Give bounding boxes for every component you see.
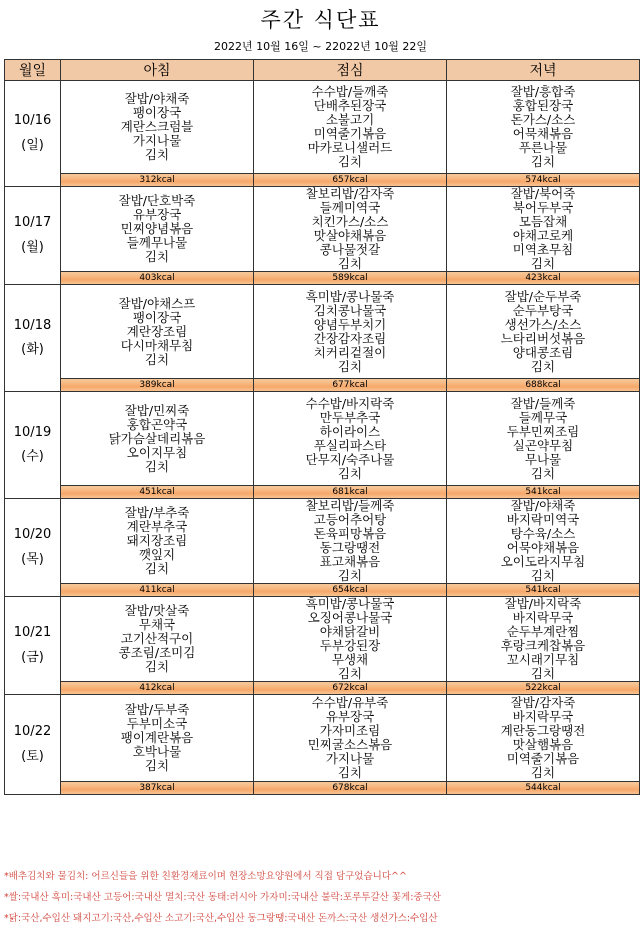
menu-item: 들께무국	[518, 409, 568, 425]
menu-item: 잘밥/들께죽	[510, 395, 576, 411]
dinner-menu	[447, 392, 640, 486]
menu-item: 하이라이스	[319, 423, 381, 439]
menu-item: 김치	[144, 561, 170, 576]
dinner-menu	[447, 285, 640, 379]
menu-item: 실곤약무침	[512, 437, 574, 453]
lunch-menu	[254, 285, 447, 379]
menu-item: 단배추된장국	[313, 98, 387, 113]
menu-item: 푸실리파스타	[313, 437, 387, 453]
menu-item: 꼬시래기무침	[506, 652, 580, 667]
breakfast-kcal: 412kcal	[61, 682, 254, 695]
menu-item: 잘밥/야채죽	[124, 91, 190, 106]
menu-item: 고등어추어탕	[313, 512, 387, 527]
menu-item: 치커리겉절이	[313, 344, 387, 360]
header-dinner: 저녁	[447, 60, 640, 81]
menu-item: 탕수육/소스	[510, 526, 576, 541]
day-weekday: (월)	[21, 239, 44, 255]
menu-item: 김치	[530, 666, 556, 681]
breakfast-menu	[61, 597, 254, 682]
menu-item: 콩나물젓갈	[319, 242, 381, 257]
menu-item: 김치	[337, 765, 363, 780]
dinner-kcal: 423kcal	[447, 272, 640, 285]
day-cell	[5, 392, 61, 499]
day-row	[5, 695, 640, 782]
menu-item: 오징어콩나물국	[307, 610, 393, 625]
menu-item: 김치콩나물국	[313, 302, 387, 318]
day-cell	[5, 499, 61, 597]
menu-item: 다시마채무침	[120, 337, 194, 353]
menu-item: 잘밥/감자죽	[510, 695, 576, 710]
menu-item: 계란동그랑땡전	[500, 723, 586, 738]
header-lunch: 점심	[254, 60, 447, 81]
menu-item: 유부장국	[325, 709, 375, 724]
menu-item: 간장감자조림	[313, 330, 387, 346]
day-row	[5, 392, 640, 486]
breakfast-kcal: 387kcal	[61, 782, 254, 795]
breakfast-menu	[61, 187, 254, 272]
breakfast-kcal: 451kcal	[61, 486, 254, 499]
menu-item: 동그랑땡전	[319, 540, 381, 555]
menu-item: 콩조림/조미김	[118, 645, 196, 660]
day-weekday: (목)	[21, 551, 44, 567]
notes	[4, 866, 636, 929]
day-weekday: (수)	[21, 449, 44, 464]
header-breakfast: 아침	[61, 60, 254, 81]
menu-item: 잘밥/맛살죽	[124, 603, 190, 618]
menu-item: 김치	[530, 358, 556, 374]
menu-item: 민찌굴소스볶음	[307, 737, 393, 752]
note-line: *닭:국산,수입산 돼지고기:국산,수입산 소고기:국산,수입산 동그랑땡:국내산 돈까스:국산 생선가스:수입산	[4, 913, 438, 924]
menu-item: 오이지무침	[126, 444, 188, 460]
menu-item: 계란장조림	[126, 323, 188, 339]
page-title: 주간 식단표	[260, 8, 381, 32]
day-date: 10/16	[13, 113, 52, 129]
menu-item: 흑미밥/콩나물죽	[305, 288, 395, 304]
day-row	[5, 597, 640, 682]
menu-item: 어묵채볶음	[512, 126, 574, 141]
day-date: 10/17	[13, 215, 52, 231]
day-row	[5, 285, 640, 379]
menu-item: 민찌양념볶음	[120, 221, 194, 236]
menu-item: 모듬잡채	[518, 214, 568, 229]
menu-item: 김치	[144, 249, 170, 264]
menu-item: 김치	[530, 256, 556, 271]
menu-item: 느타리버섯볶음	[500, 330, 586, 346]
menu-item: 깻잎지	[138, 547, 176, 562]
breakfast-kcal: 411kcal	[61, 584, 254, 597]
menu-item: 만두부추국	[319, 409, 381, 425]
breakfast-menu	[61, 499, 254, 584]
menu-item: 김치	[337, 465, 363, 481]
menu-item: 김치	[337, 154, 363, 169]
menu-item: 잘밥/야채스프	[118, 295, 196, 311]
day-date: 10/22	[13, 724, 52, 740]
menu-item: 두부미소국	[126, 716, 188, 731]
menu-item: 김치	[530, 568, 556, 583]
header-row	[5, 60, 640, 81]
day-date: 10/18	[13, 317, 52, 333]
menu-item: 마카로니샐러드	[307, 140, 393, 155]
menu-item: 호박나물	[132, 744, 182, 759]
day-date: 10/20	[13, 527, 52, 543]
menu-item: 들께미역국	[319, 200, 381, 215]
lunch-menu	[254, 187, 447, 272]
menu-item: 잘밥/북어죽	[510, 186, 576, 201]
day-weekday: (토)	[21, 748, 44, 764]
menu-item: 바지락무국	[512, 709, 574, 724]
menu-item: 팽이장국	[132, 309, 182, 325]
menu-item: 계란부추국	[126, 519, 188, 534]
menu-item: 유부장국	[132, 207, 182, 222]
dinner-kcal: 544kcal	[447, 782, 640, 795]
menu-item: 잘밥/민찌죽	[124, 402, 190, 418]
menu-item: 미역초무침	[512, 242, 574, 257]
breakfast-kcal: 389kcal	[61, 379, 254, 392]
lunch-kcal: 654kcal	[254, 584, 447, 597]
menu-item: 김치	[530, 154, 556, 169]
menu-item: 후랑크케찹볶음	[500, 638, 586, 653]
menu-item: 김치	[144, 758, 170, 773]
kcal-row	[5, 174, 640, 187]
menu-item: 돼지장조림	[126, 533, 188, 548]
menu-item: 잘밥/바지락죽	[504, 596, 582, 611]
menu-item: 팽이장국	[132, 105, 182, 120]
menu-item: 푸른나물	[518, 140, 568, 155]
menu-item: 잘밥/부추죽	[124, 505, 190, 520]
day-row	[5, 81, 640, 174]
menu-item: 수수밥/바지락죽	[305, 395, 395, 411]
menu-item: 홍합곤약국	[126, 416, 188, 432]
menu-item: 김치	[530, 765, 556, 780]
menu-item: 무채국	[138, 617, 176, 632]
note-line: *쌀:국내산 흑미:국내산 고등어:국내산 멸치:국산 동태:러시아 가자미:국내산 불락:포루투갈산 꽃게:중국산	[4, 892, 441, 903]
menu-item: 미역줄기볶음	[313, 126, 387, 141]
menu-item: 미역줄기볶음	[506, 751, 580, 766]
menu-item: 두부민찌조림	[506, 423, 580, 439]
menu-item: 오이도라지무침	[500, 554, 586, 569]
dinner-kcal: 541kcal	[447, 584, 640, 597]
menu-item: 두부강된장	[319, 638, 381, 653]
day-row	[5, 499, 640, 584]
kcal-row	[5, 782, 640, 795]
header-day: 월일	[5, 60, 61, 81]
menu-item: 닭가슴살데리볶음	[108, 430, 206, 446]
menu-item: 표고채볶음	[319, 554, 381, 569]
menu-item: 들께무나물	[126, 235, 188, 250]
menu-item: 양대콩조림	[512, 344, 574, 360]
menu-item: 가자미조림	[319, 723, 381, 738]
dinner-menu	[447, 499, 640, 584]
menu-item: 고기산적구이	[120, 631, 194, 646]
dinner-menu	[447, 81, 640, 174]
day-cell	[5, 597, 61, 695]
menu-item: 바지락무국	[512, 610, 574, 625]
dinner-kcal: 541kcal	[447, 486, 640, 499]
kcal-row	[5, 682, 640, 695]
day-date: 10/19	[13, 424, 52, 440]
menu-item: 수수밥/들깨죽	[311, 84, 389, 99]
day-row	[5, 187, 640, 272]
dinner-kcal: 574kcal	[447, 174, 640, 187]
menu-item: 흑미밥/콩나물국	[305, 596, 395, 611]
lunch-menu	[254, 392, 447, 486]
kcal-row	[5, 272, 640, 285]
menu-item: 김치	[144, 351, 170, 367]
menu-item: 잘밥/단호박죽	[118, 193, 196, 208]
dinner-kcal: 688kcal	[447, 379, 640, 392]
menu-item: 맛살야채볶음	[313, 228, 387, 243]
menu-item: 잘밥/순두부죽	[504, 288, 582, 304]
menu-item: 맛살햄볶음	[512, 737, 574, 752]
breakfast-menu	[61, 392, 254, 486]
dinner-menu	[447, 597, 640, 682]
day-cell	[5, 285, 61, 392]
menu-item: 찰보리밥/감자죽	[305, 186, 395, 201]
menu-item: 김치	[337, 256, 363, 271]
menu-item: 김치	[337, 666, 363, 681]
lunch-menu	[254, 695, 447, 782]
menu-item: 야채닭갈비	[319, 624, 381, 639]
note-line: *배추김치와 물김치: 어르신들을 위한 친환경재료이며 현장소망요양원에서 직접 담구었습니다^^	[4, 871, 407, 882]
menu-item: 수수밥/유부죽	[311, 695, 389, 710]
lunch-menu	[254, 597, 447, 682]
lunch-kcal: 589kcal	[254, 272, 447, 285]
menu-item: 양념두부치기	[313, 316, 387, 332]
menu-item: 치킨가스/소스	[311, 214, 389, 229]
menu-item: 김치	[530, 465, 556, 481]
day-date: 10/21	[13, 625, 52, 641]
menu-item: 북어두부국	[512, 200, 574, 215]
breakfast-menu	[61, 695, 254, 782]
lunch-menu	[254, 81, 447, 174]
lunch-kcal: 677kcal	[254, 379, 447, 392]
menu-table	[4, 59, 640, 795]
lunch-menu	[254, 499, 447, 584]
menu-item: 순두부탕국	[512, 302, 574, 318]
menu-item: 순두부계란찜	[506, 624, 580, 639]
lunch-kcal: 678kcal	[254, 782, 447, 795]
menu-item: 홍합된장국	[512, 98, 574, 113]
breakfast-menu	[61, 285, 254, 379]
menu-item: 생선가스/소스	[504, 316, 582, 332]
menu-item: 바지락미역국	[506, 512, 580, 527]
menu-item: 가지나물	[132, 133, 182, 148]
breakfast-menu	[61, 81, 254, 174]
menu-item: 김치	[337, 358, 363, 374]
menu-item: 돈육피망볶음	[313, 526, 387, 541]
kcal-row	[5, 486, 640, 499]
day-cell	[5, 695, 61, 795]
menu-item: 소불고기	[325, 112, 375, 127]
menu-item: 무나물	[524, 451, 562, 467]
date-range: 2022년 10월 16일 ~ 22022년 10월 22일	[214, 40, 427, 53]
dinner-menu	[447, 695, 640, 782]
menu-item: 돈가스/소스	[510, 112, 576, 127]
kcal-row	[5, 379, 640, 392]
menu-item: 김치	[144, 659, 170, 674]
breakfast-kcal: 403kcal	[61, 272, 254, 285]
lunch-kcal: 672kcal	[254, 682, 447, 695]
breakfast-kcal: 312kcal	[61, 174, 254, 187]
kcal-row	[5, 584, 640, 597]
day-weekday: (화)	[21, 342, 44, 357]
menu-item: 김치	[337, 568, 363, 583]
day-cell	[5, 81, 61, 187]
menu-item: 팽이계란볶음	[120, 730, 194, 745]
menu-item: 잘밥/야채죽	[510, 498, 576, 513]
dinner-kcal: 522kcal	[447, 682, 640, 695]
menu-item: 무생채	[331, 652, 369, 667]
lunch-kcal: 657kcal	[254, 174, 447, 187]
menu-item: 찰보리밥/들께죽	[305, 498, 395, 513]
menu-item: 단무지/숙주나물	[305, 451, 395, 467]
lunch-kcal: 681kcal	[254, 486, 447, 499]
menu-item: 잘밥/두부죽	[124, 702, 190, 717]
menu-item: 어묵야채볶음	[506, 540, 580, 555]
menu-item: 김치	[144, 458, 170, 474]
dinner-menu	[447, 187, 640, 272]
menu-item: 가지나물	[325, 751, 375, 766]
day-weekday: (금)	[21, 649, 44, 665]
day-cell	[5, 187, 61, 285]
day-weekday: (일)	[21, 137, 44, 153]
menu-item: 김치	[144, 147, 170, 162]
menu-item: 야채고로케	[512, 228, 574, 243]
menu-item: 계란스크럼블	[120, 119, 194, 134]
menu-item: 잘밥/흥합죽	[510, 84, 576, 99]
